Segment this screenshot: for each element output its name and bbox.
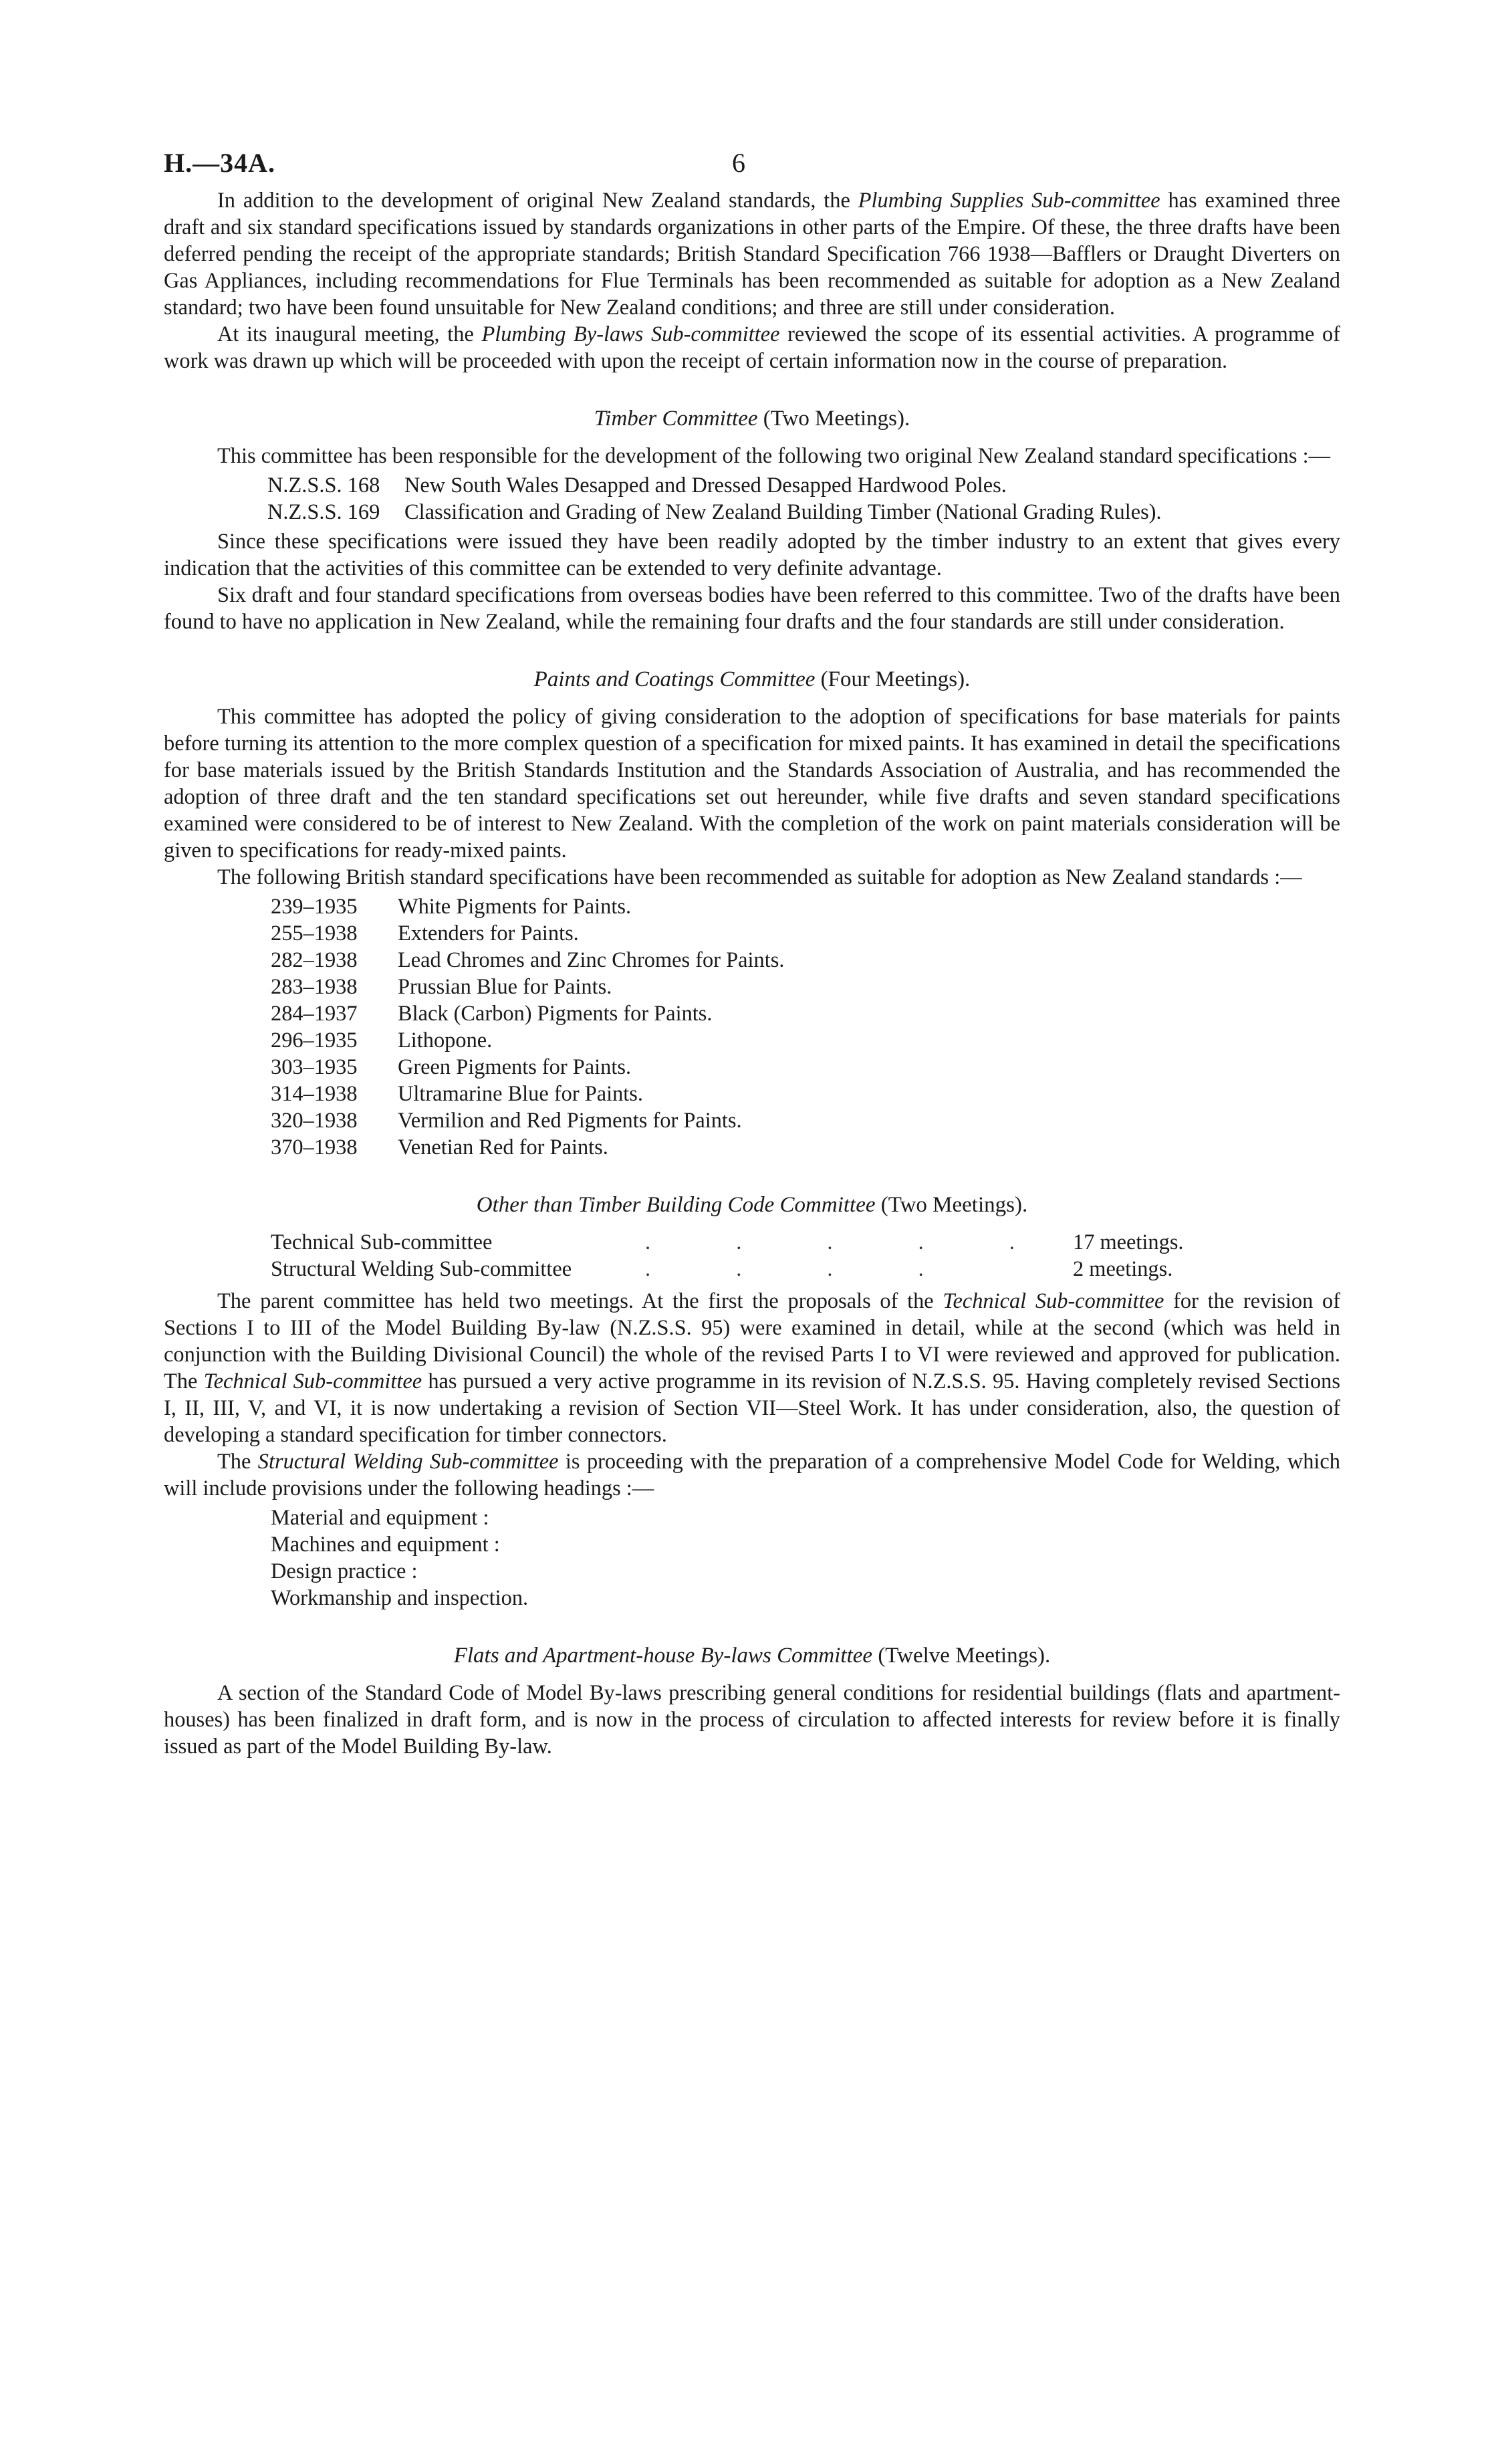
standard-row xyxy=(271,1054,1340,1081)
standard-row xyxy=(271,947,1340,974)
standard-title: Extenders for Paints. xyxy=(398,921,579,945)
leader-dots: . . . . xyxy=(645,1257,964,1281)
flats-section xyxy=(164,1642,1340,1760)
standard-code: 314–1938 xyxy=(271,1082,358,1106)
flats-paragraph-1: A section of the Standard Code of Model By-laws prescribing general conditions for residential buildings (flats and apartment-houses) has been finalized in draft form, and is now in the process of circulation to affected interests for review before it is finally issued as part of the Model Building By-law. xyxy=(164,1681,1340,1759)
list-item: Material and equipment : xyxy=(271,1506,489,1530)
plumbing-supplies-subcommittee-name: Plumbing Supplies Sub-committee xyxy=(858,189,1160,213)
standard-row xyxy=(271,893,1340,920)
standard-code: 283–1938 xyxy=(271,975,358,999)
meeting-count: 17 meetings. xyxy=(1073,1230,1184,1254)
plumbing-bylaws-paragraph: At its inaugural meeting, the Plumbing By-laws Sub-committee reviewed the scope of its essential activities. A programme of work was drawn up which will be proceeded with upon the receipt of certain information now in the course of preparation. xyxy=(164,322,1341,373)
meeting-row xyxy=(271,1229,1340,1256)
plumbing-section xyxy=(164,187,1340,374)
standard-title: Prussian Blue for Paints. xyxy=(398,975,612,999)
standard-code: 303–1935 xyxy=(271,1055,358,1079)
subcommittee-name: Structural Welding Sub-committee xyxy=(271,1257,572,1281)
plumbing-supplies-paragraph: In addition to the development of original New Zealand standards, the Plumbing Supplies Sub-committee has examined three draft and six standard specifications issued by standards organizations in other parts of the Empire. Of these, the three drafts have been deferred pending the receipt of the appropriate standards; British Standard Specification 766 1938—Bafflers or Draught Diverters on Gas Appliances, including recommendations for Flue Terminals has been recommended as suitable for adoption as a New Zealand standard; two have been found unsuitable for New Zealand conditions; and three are still under consideration. xyxy=(164,189,1340,320)
subcommittee-meetings-list xyxy=(271,1229,1340,1282)
standard-row xyxy=(271,1134,1340,1161)
standard-row xyxy=(271,974,1340,1000)
standard-row xyxy=(271,1081,1340,1107)
meeting-count: 2 meetings. xyxy=(1073,1257,1173,1281)
standard-code: 320–1938 xyxy=(271,1109,358,1133)
flats-heading: Flats and Apartment-house By-laws Committee (Twelve Meetings). xyxy=(453,1644,1051,1668)
meeting-row xyxy=(271,1256,1340,1282)
spec-row xyxy=(267,472,1340,499)
plumbing-bylaws-subcommittee-name: Plumbing By-laws Sub-committee xyxy=(481,322,780,346)
standard-row xyxy=(271,1027,1340,1054)
standard-title: Venetian Red for Paints. xyxy=(398,1135,608,1159)
standard-title: Lead Chromes and Zinc Chromes for Paints. xyxy=(398,948,785,972)
standard-title: Lithopone. xyxy=(398,1028,493,1052)
building-code-paragraph-2: The Structural Welding Sub-committee is proceeding with the preparation of a comprehensive Model Code for Welding, which will include provisions under the following headings :— xyxy=(164,1450,1340,1500)
paints-section xyxy=(164,666,1340,1161)
standard-code: 284–1937 xyxy=(271,1002,358,1026)
spec-row xyxy=(267,499,1340,526)
document-page xyxy=(164,134,1340,1760)
standard-code: 370–1938 xyxy=(271,1135,358,1159)
list-item: Machines and equipment : xyxy=(271,1533,500,1557)
spec-code: N.Z.S.S. 169 xyxy=(267,500,380,524)
paints-paragraph-1: This committee has adopted the policy of giving consideration to the adoption of specifications for base materials for paints before turning its attention to the more complex question of a specification for mixed paints. It has examined in detail the specifications for base materials issued by the British Standards Institution and the Standards Association of Australia, and has recommended the adoption of three draft and the ten standard specifications set out hereunder, while five drafts and seven standard specifications examined were considered to be of interest to New Zealand. With the completion of the work on paint materials consideration will be given to specifications for ready-mixed paints. xyxy=(164,705,1340,863)
timber-paragraph-2: Since these specifications were issued they have been readily adopted by the timber industry to an extent that gives every indication that the activities of this committee can be extended to very definite advantage. xyxy=(164,530,1340,580)
standard-title: Vermilion and Red Pigments for Paints. xyxy=(398,1109,742,1133)
paints-heading: Paints and Coatings Committee (Four Meetings). xyxy=(533,667,971,691)
standard-code: 296–1935 xyxy=(271,1028,358,1052)
spec-title: Classification and Grading of New Zealand Building Timber (National Grading Rules). xyxy=(404,500,1162,524)
report-code: H.—34A. xyxy=(164,148,275,178)
welding-code-headings xyxy=(271,1504,1340,1611)
timber-heading: Timber Committee (Two Meetings). xyxy=(594,407,910,431)
building-code-section xyxy=(164,1192,1340,1611)
paints-paragraph-2: The following British standard specifications have been recommended as suitable for adoption as New Zealand standards :— xyxy=(217,865,1302,889)
building-code-heading: Other than Timber Building Code Committee (Two Meetings). xyxy=(476,1193,1028,1217)
subcommittee-name: Technical Sub-committee xyxy=(271,1230,493,1254)
standard-code: 255–1938 xyxy=(271,921,358,945)
standard-title: Green Pigments for Paints. xyxy=(398,1055,632,1079)
page-header xyxy=(164,134,1340,187)
standard-title: Ultramarine Blue for Paints. xyxy=(398,1082,644,1106)
standard-row xyxy=(271,1000,1340,1027)
timber-section xyxy=(164,405,1340,635)
timber-spec-list xyxy=(267,472,1340,526)
list-item: Design practice : xyxy=(271,1559,418,1583)
standard-code: 282–1938 xyxy=(271,948,358,972)
spec-code: N.Z.S.S. 168 xyxy=(267,473,380,497)
standard-row xyxy=(271,1107,1340,1134)
leader-dots: . . . . . xyxy=(645,1230,1055,1254)
timber-paragraph-1: This committee has been responsible for the development of the following two original New Zealand standard specifications :— xyxy=(217,444,1330,468)
page-number: 6 xyxy=(732,148,745,178)
standard-title: White Pigments for Paints. xyxy=(398,895,632,919)
timber-paragraph-3: Six draft and four standard specifications from overseas bodies have been referred to this committee. Two of the drafts have been found to have no application in New Zealand, while the remaining four drafts and the four standards are still under consideration. xyxy=(164,583,1340,634)
list-item: Workmanship and inspection. xyxy=(271,1586,529,1610)
standard-code: 239–1935 xyxy=(271,895,358,919)
standard-title: Black (Carbon) Pigments for Paints. xyxy=(398,1002,713,1026)
spec-title: New South Wales Desapped and Dressed Desapped Hardwood Poles. xyxy=(404,473,1007,497)
building-code-paragraph-1: The parent committee has held two meetings. At the first the proposals of the Technical Sub-committee for the revision of Sections I to III of the Model Building By-law (N.Z.S.S. 95) were examined in detail, while at the second (which was held in conjunction with the Building Divisional Council) the whole of the revised Parts I to VI were reviewed and approved for publication. The Technical Sub-committee has pursued a very active programme in its revision of N.Z.S.S. 95. Having completely revised Sections I, II, III, V, and VI, it is now undertaking a revision of Section VII—Steel Work. It has under consideration, also, the question of developing a standard specification for timber connectors. xyxy=(164,1289,1340,1447)
standard-row xyxy=(271,920,1340,947)
paints-standards-list xyxy=(271,893,1340,1161)
